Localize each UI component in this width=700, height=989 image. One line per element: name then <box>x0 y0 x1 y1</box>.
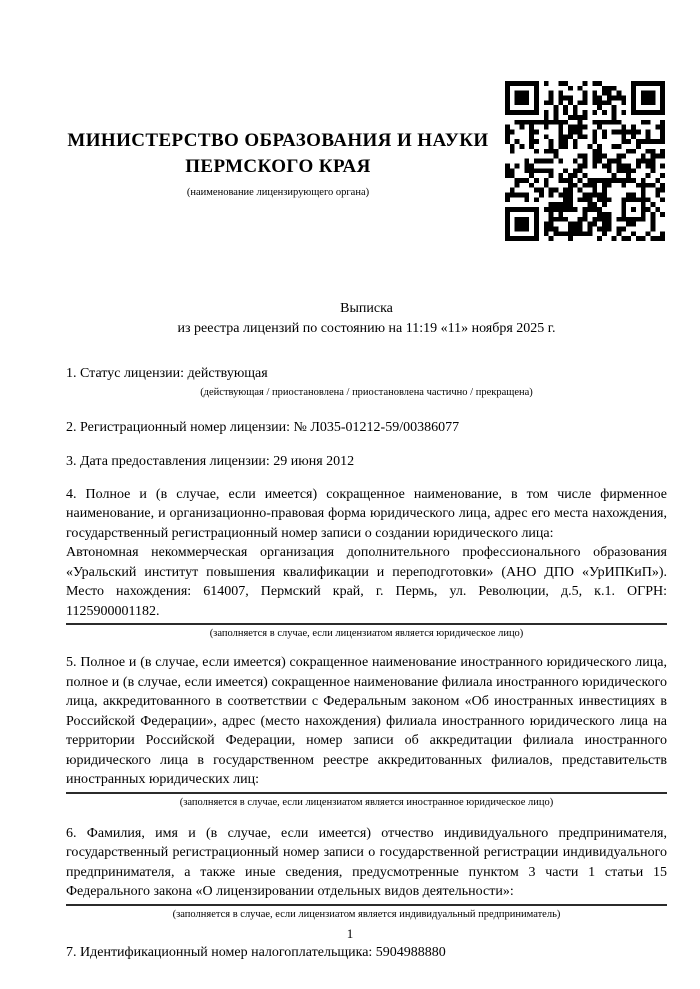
fill-line <box>66 792 667 794</box>
document-title <box>66 299 667 338</box>
licensing-authority-caption: (наименование лицензирующего органа) <box>186 187 370 198</box>
field-individual-entrepreneur-prompt: 6. Фамилия, имя и (в случае, если имеется) отчество индивидуального предпринимателя, государственный регистрационный номер записи о государственной регистрации индивидуального предпринимателя, а также иные сведения, предусмотренные пунктом 3 части 1 статьи 15 Федерального закона «О лицензировании отдельных видов деятельности»: <box>66 825 667 899</box>
field-foreign-entity <box>66 653 667 809</box>
document-title-line1: Выписка <box>340 301 393 316</box>
field-individual-entrepreneur <box>66 824 667 921</box>
field-foreign-entity-prompt: 5. Полное и (в случае, если имеется) сокращенное наименование иностранного юридического лица, полное и (в случае, если имеется) сокращенное наименование филиала иностранного юридического лица, аккредитованного в соответствии с Федеральным законом «Об иностранных инвестициях в Российской Федерации», адрес (место нахождения) филиала иностранного юридического лица на территории Российской Федерации, номер записи об аккредитации филиала иностранного юридического лица в государственном реестре аккредитованных филиалов, представительств иностранных юридических лиц: <box>66 655 667 787</box>
document-title-line2: из реестра лицензий по состоянию на 11:19 «11» ноября 2025 г. <box>177 320 556 336</box>
fill-line <box>66 904 667 906</box>
field-legal-entity-prompt: 4. Полное и (в случае, если имеется) сокращенное наименование, в том числе фирменное наименование, и организационно-правовая форма юридического лица, адрес его места нахождения, государственный регистрационный номер записи о создании юридического лица: <box>66 486 667 541</box>
field-license-status-caption: (действующая / приостановлена / приостановлена частично / прекращена) <box>200 386 533 398</box>
ministry-name-line2: ПЕРМСКОГО КРАЯ <box>185 156 371 177</box>
field-foreign-entity-caption: (заполняется в случае, если лицензиатом является иностранное юридическое лицо) <box>179 796 554 808</box>
field-legal-entity <box>66 485 667 641</box>
field-license-status <box>66 364 667 399</box>
fill-line <box>66 623 667 625</box>
field-legal-entity-value: Автономная некоммерческая организация дополнительного профессионального образования «Уральский институт повышения квалификации и переподготовки» (АНО ДПО «УрИПКиП»). Место нахождения: 614007, Пермский край, г. Пермь, ул. Революции, д.5, к.1. ОГРН: 1125900001182. <box>66 545 667 619</box>
field-license-grant-date-text: 3. Дата предоставления лицензии: 29 июня 2012 <box>66 454 355 469</box>
qr-code-icon <box>505 79 665 243</box>
field-registration-number <box>66 418 667 438</box>
field-license-status-text: 1. Статус лицензии: действующая <box>66 366 268 381</box>
field-registration-number-text: 2. Регистрационный номер лицензии: № Л035-01212-59/00386077 <box>66 419 460 435</box>
field-legal-entity-caption: (заполняется в случае, если лицензиатом является юридическое лицо) <box>209 628 524 639</box>
page-number: 1 <box>346 926 354 941</box>
field-taxpayer-id-text: 7. Идентификационный номер налогоплательщика: 5904988880 <box>66 944 446 960</box>
ministry-name-line1: МИНИСТЕРСТВО ОБРАЗОВАНИЯ И НАУКИ <box>67 130 489 151</box>
field-license-grant-date <box>66 452 667 472</box>
licensing-authority-block <box>66 128 490 199</box>
field-individual-entrepreneur-caption: (заполняется в случае, если лицензиатом является индивидуальный предприниматель) <box>172 908 561 920</box>
document-body <box>66 364 667 962</box>
field-taxpayer-id <box>66 943 667 963</box>
